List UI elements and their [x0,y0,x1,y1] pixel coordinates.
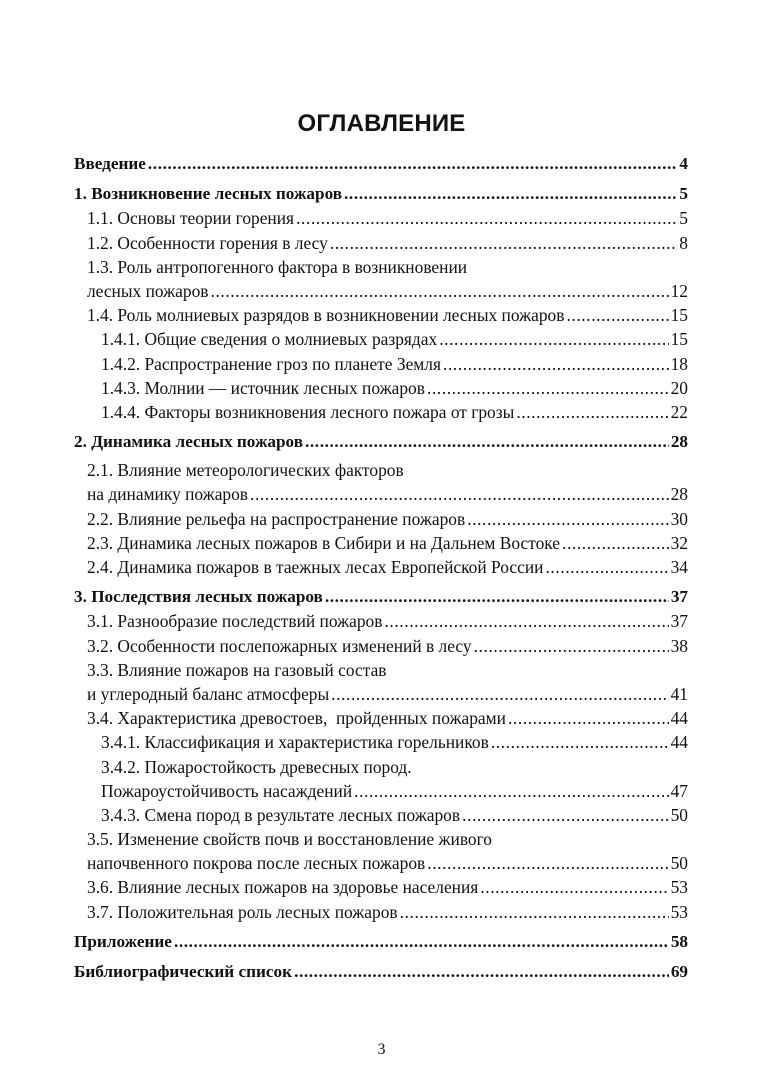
toc-entry-page: 22 [670,401,688,422]
toc-entry-title: 3.7. Положительная роль лесных пожаров [87,901,398,922]
dot-leader [305,430,669,454]
page-title: ОГЛАВЛЕНИЕ [297,110,466,137]
toc-entry-page: 50 [670,804,688,825]
toc-entry-page: 69 [670,962,688,981]
toc-entry-page: 37 [670,587,688,607]
toc-entry-2-1-line1[interactable] [74,458,688,482]
toc-entry-page: 28 [670,484,688,505]
toc-entry-page: 15 [670,329,688,350]
toc-entry-3-3-line2[interactable] [74,682,688,706]
toc-entry-page: 18 [670,353,688,374]
toc-entry-page: 32 [670,532,688,553]
toc-entry-title: 2.4. Динамика пожаров в таежных лесах Европейской России [87,557,544,577]
toc-entry-page: 47 [670,780,688,801]
toc-entry-page: 5 [679,184,688,204]
toc-entry-title: 3.4.1. Классификация и характеристика горельников [101,732,489,753]
toc-entry-title: 3.4.2. Пожаростойкость древесных пород. [101,756,412,777]
toc-entry-3-1[interactable] [74,609,688,633]
toc-entry-title: 2.2. Влияние рельефа на распространение пожаров [87,508,466,529]
dot-leader [462,803,669,827]
toc-entry-3-4-3[interactable] [74,803,688,827]
toc-entry-title: Приложение [74,931,172,951]
dot-leader [250,482,669,506]
toc-entry-page: 44 [670,732,688,753]
toc-entry-3-3-line1[interactable] [74,658,688,682]
toc-entry-2-1-line2[interactable] [74,482,688,506]
page-number: 3 [377,1041,386,1058]
dot-leader [516,400,668,424]
toc-entry-title: Введение [74,154,146,173]
toc-entry-page: 15 [670,305,688,326]
toc-entry-3-4-2-line1[interactable] [74,755,688,779]
toc-entry-appendix[interactable] [74,930,688,954]
toc-entry-title: 3.4. Характеристика древостоев, пройденных пожарами [87,708,506,729]
dot-leader [491,730,669,754]
toc-entry-intro[interactable] [74,152,688,176]
toc-entry-title: 3.3. Влияние пожаров на газовый состав [87,659,387,680]
toc-entry-page: 53 [670,877,688,898]
toc-chapter-2[interactable] [74,430,688,454]
dot-leader [508,706,669,730]
toc-entry-3-7[interactable] [74,900,688,924]
toc-entry-page: 4 [679,154,688,173]
dot-leader [443,352,669,376]
toc-entry-title: 3.5. Изменение свойств почв и восстановление живого [87,829,493,850]
dot-leader [467,507,668,531]
toc-entry-title: 1.2. Особенности горения в лесу [87,232,328,253]
toc-entry-title: 1.4.4. Факторы возникновения лесного пожара от грозы [101,401,515,422]
dot-leader [439,327,668,351]
toc-entry-title: Пожароустойчивость насаждений [101,780,353,801]
dot-leader [354,779,668,803]
toc-entry-page: 44 [670,708,688,729]
toc-entry-3-4[interactable] [74,706,688,730]
dot-leader [296,206,677,230]
toc-entry-title: 1.4. Роль молниевых разрядов в возникновении лесных пожаров [87,305,565,326]
toc-entry-1-4[interactable] [74,303,688,327]
toc-entry-title: 1.1. Основы теории горения [87,208,295,229]
toc-entry-title: Библиографический список [74,962,293,981]
dot-leader [384,609,668,633]
dot-leader [325,585,669,609]
dot-leader [562,531,669,555]
table-of-contents [74,152,688,984]
toc-entry-title: 3.1. Разнообразие последствий пожаров [87,611,383,632]
toc-entry-page: 37 [670,611,688,632]
toc-entry-title: на динамику пожаров [87,484,249,505]
toc-entry-page: 8 [679,232,688,253]
toc-entry-page: 38 [670,635,688,656]
dot-leader [174,930,669,954]
toc-entry-page: 30 [670,508,688,529]
dot-leader [294,960,669,984]
toc-entry-1-3-line2[interactable] [74,279,688,303]
toc-entry-page: 28 [670,432,688,452]
dot-leader [400,900,669,924]
dot-leader [148,152,678,176]
dot-leader [474,634,669,658]
toc-entry-title: и углеродный баланс атмосферы [87,683,330,704]
toc-entry-1-2[interactable] [74,231,688,255]
toc-entry-title: напочвенного покрова после лесных пожаров [87,853,426,874]
dot-leader [427,851,668,875]
toc-entry-3-5-line1[interactable] [74,827,688,851]
toc-entry-2-4[interactable] [74,555,688,579]
dot-leader [330,231,677,255]
toc-entry-title: 2.1. Влияние метеорологических факторов [87,460,404,481]
toc-entry-3-2[interactable] [74,634,688,658]
toc-entry-3-4-1[interactable] [74,730,688,754]
toc-entry-1-1[interactable] [74,206,688,230]
toc-chapter-3[interactable] [74,585,688,609]
toc-entry-2-3[interactable] [74,531,688,555]
toc-entry-title: 1.4.1. Общие сведения о молниевых разрядах [101,329,438,350]
toc-entry-title: 1. Возникновение лесных пожаров [74,184,343,204]
dot-leader [480,875,668,899]
toc-entry-page: 53 [670,901,688,922]
toc-entry-3-4-2-line2[interactable] [74,779,688,803]
toc-entry-2-2[interactable] [74,507,688,531]
toc-entry-title: 2. Динамика лесных пожаров [74,432,304,452]
toc-entry-title: 2.3. Динамика лесных пожаров в Сибири и на Дальнем Востоке [87,532,560,553]
toc-entry-3-5-line2[interactable] [74,851,688,875]
toc-entry-page: 5 [679,208,688,229]
dot-leader [545,555,668,579]
toc-entry-page: 12 [670,280,688,301]
toc-entry-bibliography[interactable] [74,960,688,984]
toc-entry-page: 34 [670,557,688,577]
toc-entry-title: лесных пожаров [87,280,209,301]
dot-leader [331,682,668,706]
toc-entry-title: 1.4.2. Распространение гроз по планете Земля [101,353,441,374]
dot-leader [566,303,668,327]
dot-leader [211,279,669,303]
toc-entry-page: 50 [670,853,688,874]
dot-leader [427,376,669,400]
toc-entry-1-3-line1[interactable] [74,255,688,279]
toc-entry-page: 58 [670,931,688,951]
toc-chapter-1[interactable] [74,182,688,206]
toc-entry-title: 3.2. Особенности послепожарных изменений в лесу [87,635,472,656]
toc-entry-title: 1.3. Роль антропогенного фактора в возникновении [87,256,468,277]
toc-entry-title: 3. Последствия лесных пожаров [74,587,323,607]
toc-entry-1-4-3[interactable] [74,376,688,400]
toc-entry-title: 3.4.3. Смена пород в результате лесных пожаров [101,804,461,825]
dot-leader [344,182,677,206]
toc-entry-1-4-1[interactable] [74,327,688,351]
toc-entry-3-6[interactable] [74,875,688,899]
toc-entry-title: 1.4.3. Молнии — источник лесных пожаров [101,377,425,398]
toc-entry-page: 41 [670,683,688,704]
toc-entry-page: 20 [670,377,688,398]
toc-entry-1-4-4[interactable] [74,400,688,424]
toc-entry-1-4-2[interactable] [74,352,688,376]
toc-entry-title: 3.6. Влияние лесных пожаров на здоровье населения [87,877,479,898]
